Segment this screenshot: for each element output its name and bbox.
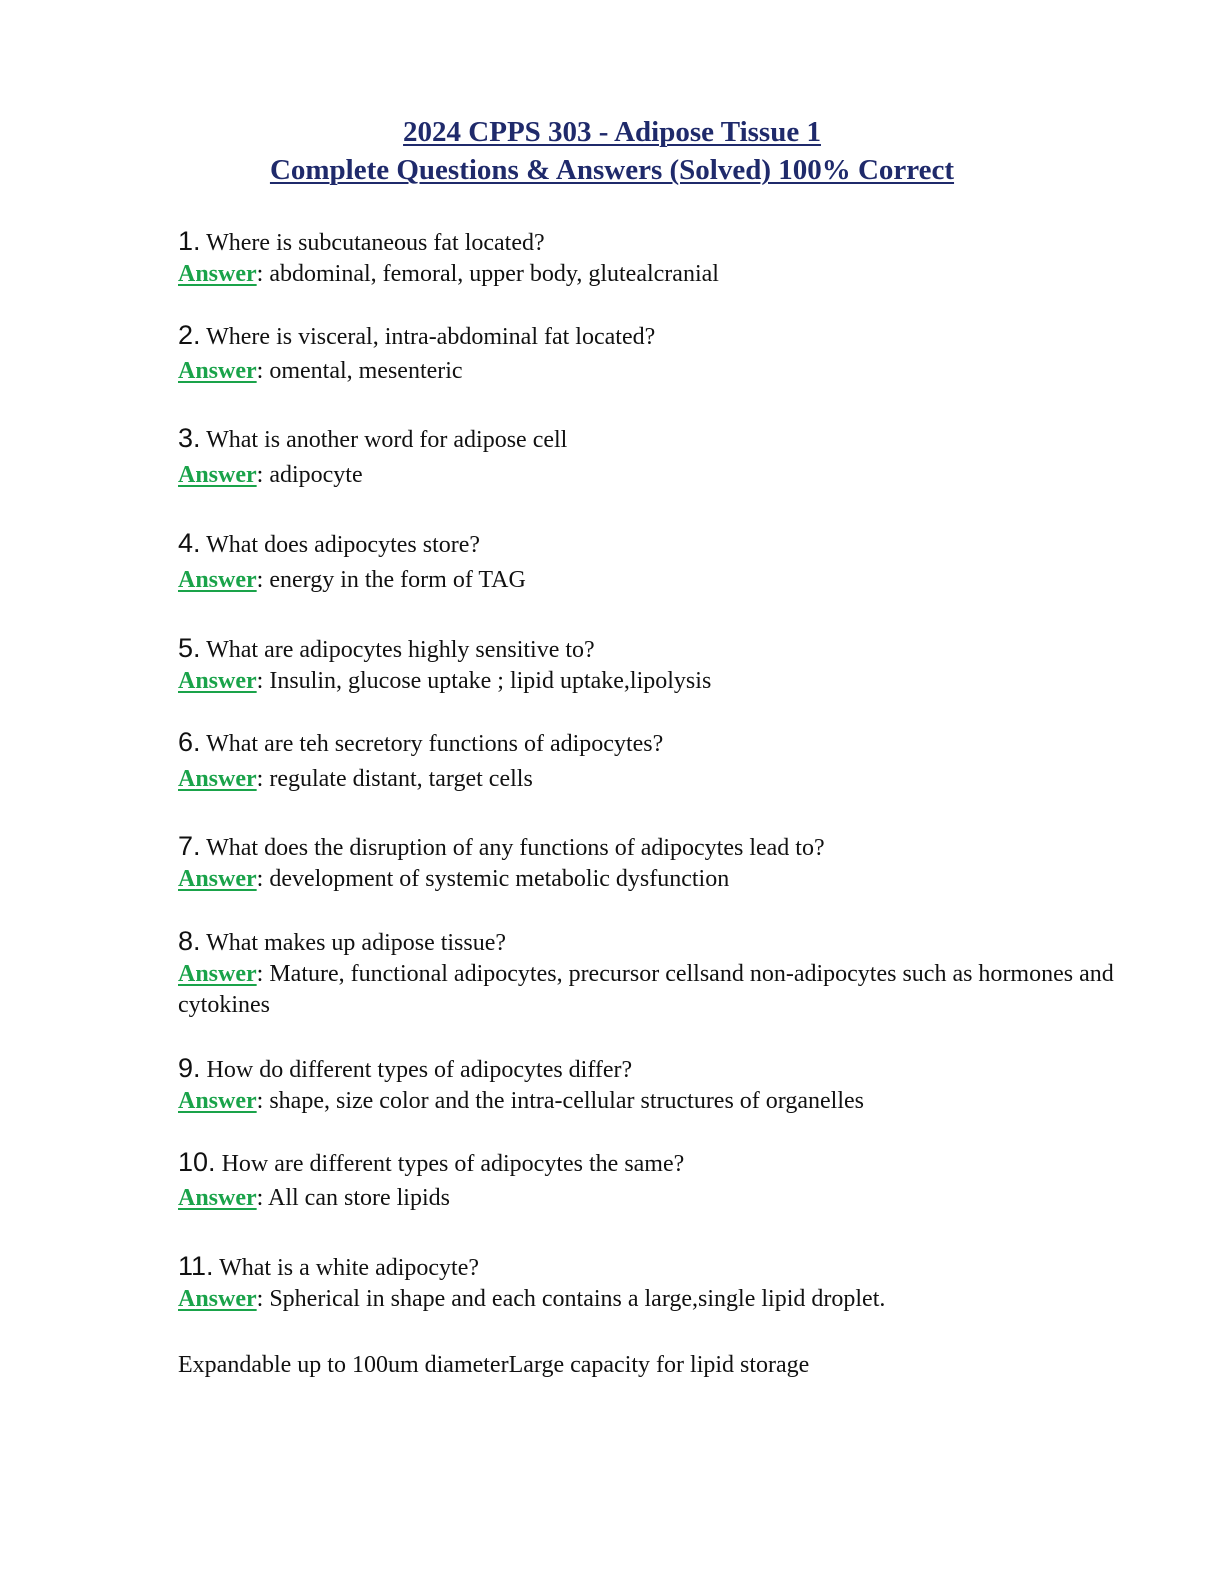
answer-label: Answer bbox=[178, 358, 257, 384]
answer: Answer: shape, size color and the intra-cellular structures of organelles bbox=[178, 1088, 864, 1114]
qa-item-5 bbox=[178, 633, 1118, 697]
qa-item-6 bbox=[178, 727, 1118, 795]
answer: Answer: Spherical in shape and each contains a large,single lipid droplet. bbox=[178, 1286, 886, 1312]
question-number: 9 bbox=[178, 1053, 194, 1083]
question-text: Where is visceral, intra-abdominal fat located? bbox=[206, 324, 656, 350]
qa-item-11 bbox=[178, 1251, 1118, 1315]
question: 3. What is another word for adipose cell bbox=[178, 423, 568, 453]
question: 7. What does the disruption of any functions of adipocytes lead to? bbox=[178, 831, 825, 861]
question: 4. What does adipocytes store? bbox=[178, 528, 481, 558]
answer: Answer: abdominal, femoral, upper body, glutealcranial bbox=[178, 261, 719, 287]
answer-label: Answer bbox=[178, 961, 257, 987]
question-number: 7 bbox=[178, 831, 194, 861]
answer-label: Answer bbox=[178, 261, 257, 287]
question-number: 2 bbox=[178, 320, 194, 350]
question-text: What are teh secretory functions of adipocytes? bbox=[206, 731, 664, 757]
question: 8. What makes up adipose tissue? bbox=[178, 926, 507, 956]
question-text: What does the disruption of any functions of adipocytes lead to? bbox=[206, 835, 825, 861]
question-number: 10 bbox=[178, 1147, 209, 1177]
answer-text: abdominal, femoral, upper body, glutealcranial bbox=[269, 261, 719, 287]
qa-item-7 bbox=[178, 831, 1118, 895]
question-number: 8 bbox=[178, 926, 194, 956]
answer-text: Insulin, glucose uptake ; lipid uptake,lipolysis bbox=[269, 668, 712, 694]
document-subtitle: Complete Questions & Answers (Solved) 100% Correct bbox=[269, 154, 955, 186]
question-text: What makes up adipose tissue? bbox=[206, 930, 507, 956]
question-text: How do different types of adipocytes differ? bbox=[206, 1057, 633, 1083]
question: 1. Where is subcutaneous fat located? bbox=[178, 226, 545, 256]
question-number: 1 bbox=[178, 226, 194, 256]
answer-label: Answer bbox=[178, 1088, 257, 1114]
answer-label: Answer bbox=[178, 1286, 257, 1312]
answer: Answer: adipocyte bbox=[178, 462, 363, 488]
title-block bbox=[0, 113, 1224, 189]
qa-item-3 bbox=[178, 423, 1118, 491]
answer-text: omental, mesenteric bbox=[269, 358, 463, 384]
question-text: What are adipocytes highly sensitive to? bbox=[206, 637, 595, 663]
answer: Answer: energy in the form of TAG bbox=[178, 567, 526, 593]
answer-text: adipocyte bbox=[269, 462, 363, 488]
qa-item-9 bbox=[178, 1053, 1118, 1117]
question-text: What is a white adipocyte? bbox=[219, 1255, 480, 1281]
question-number: 4 bbox=[178, 528, 194, 558]
answer-text: All can store lipids bbox=[268, 1185, 450, 1211]
question-text: What is another word for adipose cell bbox=[206, 427, 568, 453]
answer: Answer: Mature, functional adipocytes, precursor cellsand non-adipocytes such as hormones and cytokines bbox=[178, 961, 1114, 1018]
question-text: What does adipocytes store? bbox=[206, 532, 481, 558]
answer-label: Answer bbox=[178, 462, 257, 488]
answer-label: Answer bbox=[178, 766, 257, 792]
additional-note: Expandable up to 100um diameterLarge capacity for lipid storage bbox=[178, 1352, 810, 1378]
document-title: 2024 CPPS 303 - Adipose Tissue 1 bbox=[403, 116, 821, 148]
answer: Answer: regulate distant, target cells bbox=[178, 766, 533, 792]
answer-text: Spherical in shape and each contains a large,single lipid droplet. bbox=[269, 1286, 886, 1312]
qa-item-10 bbox=[178, 1147, 1118, 1214]
answer: Answer: Insulin, glucose uptake ; lipid uptake,lipolysis bbox=[178, 668, 712, 694]
answer-text: development of systemic metabolic dysfunction bbox=[269, 866, 730, 892]
question-text: How are different types of adipocytes the same? bbox=[221, 1151, 685, 1177]
answer-label: Answer bbox=[178, 866, 257, 892]
answer: Answer: development of systemic metabolic dysfunction bbox=[178, 866, 730, 892]
answer: Answer: All can store lipids bbox=[178, 1185, 450, 1211]
question: 10. How are different types of adipocytes the same? bbox=[178, 1147, 685, 1177]
answer-label: Answer bbox=[178, 668, 257, 694]
question: 9. How do different types of adipocytes differ? bbox=[178, 1053, 633, 1083]
qa-item-8 bbox=[178, 926, 1118, 1021]
question: 11. What is a white adipocyte? bbox=[178, 1251, 480, 1281]
question: 6. What are teh secretory functions of adipocytes? bbox=[178, 727, 664, 757]
question: 2. Where is visceral, intra-abdominal fat located? bbox=[178, 320, 656, 350]
question-number: 5 bbox=[178, 633, 194, 663]
answer: Answer: omental, mesenteric bbox=[178, 358, 463, 384]
question: 5. What are adipocytes highly sensitive to? bbox=[178, 633, 595, 663]
answer-label: Answer bbox=[178, 567, 257, 593]
question-number: 11 bbox=[178, 1251, 207, 1281]
question-number: 6 bbox=[178, 727, 194, 757]
answer-label: Answer bbox=[178, 1185, 257, 1211]
qa-item-4 bbox=[178, 528, 1118, 596]
question-number: 3 bbox=[178, 423, 194, 453]
question-text: Where is subcutaneous fat located? bbox=[206, 230, 545, 256]
answer-text: regulate distant, target cells bbox=[269, 766, 533, 792]
qa-item-1 bbox=[178, 226, 1118, 290]
answer-text: shape, size color and the intra-cellular structures of organelles bbox=[269, 1088, 864, 1114]
qa-item-2 bbox=[178, 320, 1118, 387]
answer-text: Mature, functional adipocytes, precursor cellsand non-adipocytes such as hormones and cytokines bbox=[178, 961, 1114, 1018]
answer-text: energy in the form of TAG bbox=[269, 567, 526, 593]
